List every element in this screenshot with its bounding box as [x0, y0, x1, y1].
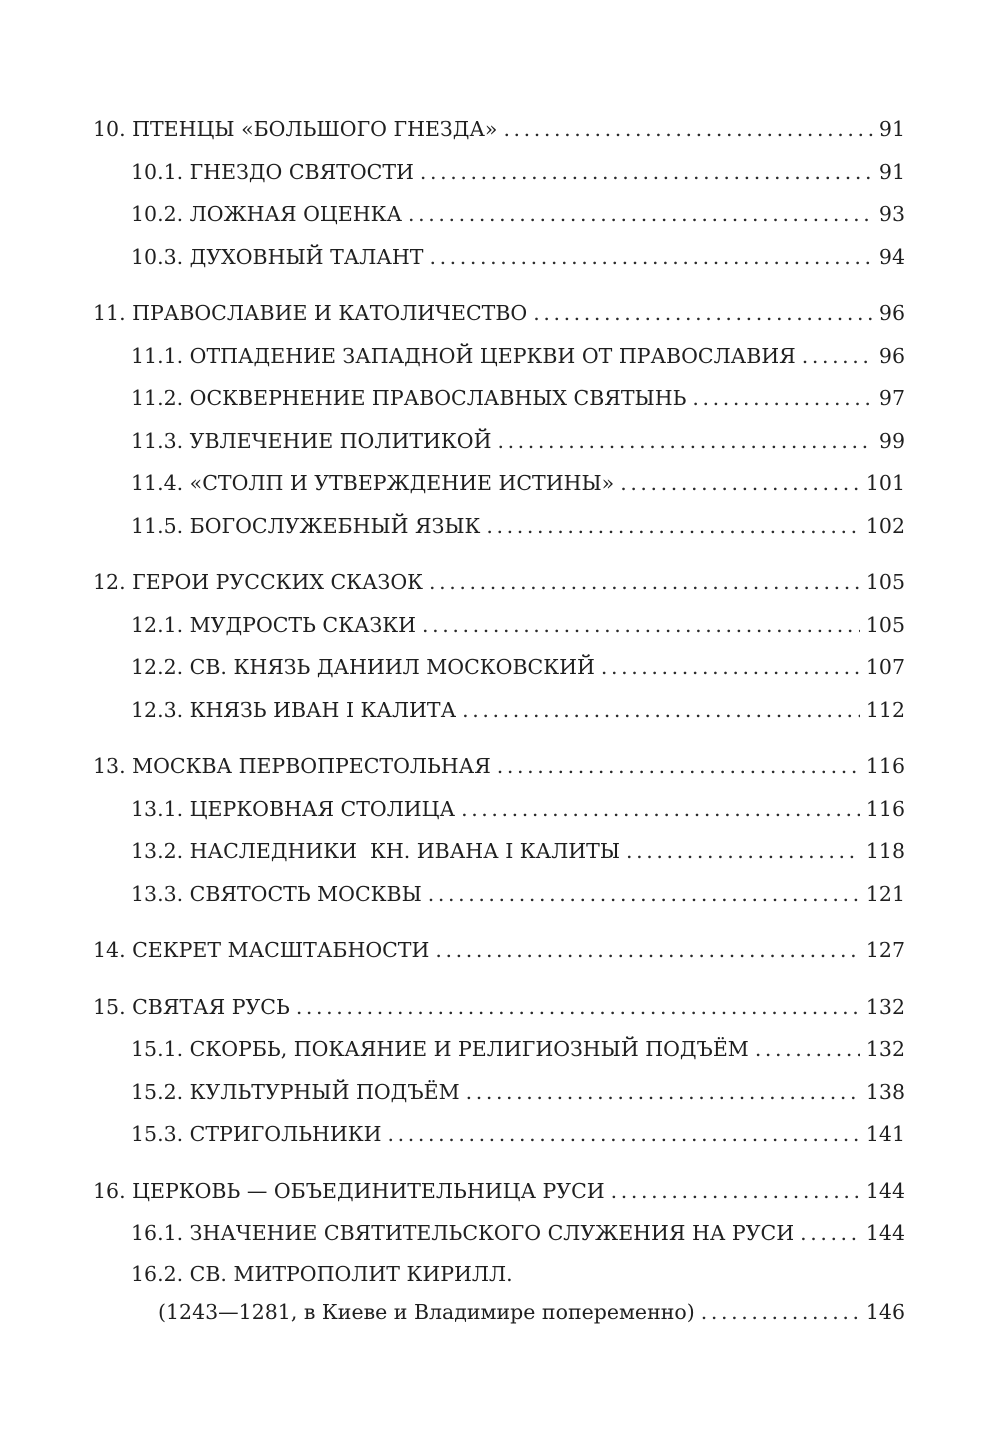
- toc-section-entry[interactable]: [93, 788, 905, 831]
- chapter-title: 13. МОСКВА ПЕРВОПРЕСТОЛЬНАЯ: [93, 754, 491, 778]
- toc-section-entry[interactable]: [93, 236, 905, 279]
- section-title-line2-row: [131, 1293, 905, 1331]
- page-number: 118: [865, 839, 905, 863]
- toc-section-entry[interactable]: [93, 1071, 905, 1114]
- toc-section-entry[interactable]: [93, 1028, 905, 1071]
- toc-section-entry[interactable]: [93, 462, 905, 505]
- section-title: 10.3. ДУХОВНЫЙ ТАЛАНТ: [131, 244, 424, 269]
- toc-section-entry[interactable]: [93, 377, 905, 420]
- page-number: 112: [865, 697, 905, 722]
- chapter-title: 11. ПРАВОСЛАВИЕ И КАТОЛИЧЕСТВО: [93, 301, 528, 325]
- dot-leader: [388, 1113, 860, 1156]
- toc-section-entry[interactable]: [93, 646, 905, 689]
- dot-leader: [422, 604, 860, 647]
- toc-section-entry[interactable]: [93, 604, 905, 647]
- toc-chapter-entry[interactable]: [93, 986, 905, 1029]
- dot-leader: [503, 108, 872, 151]
- toc-chapter-entry[interactable]: [93, 108, 905, 151]
- toc-chapter-entry[interactable]: [93, 745, 905, 788]
- page-number: 144: [865, 1178, 905, 1203]
- toc-chapter-16: [93, 1170, 905, 1331]
- toc-section-entry[interactable]: [93, 193, 905, 236]
- page-number: 94: [878, 244, 905, 269]
- chapter-title: 10. ПТЕНЦЫ «БОЛЬШОГО ГНЕЗДА»: [93, 117, 498, 141]
- dot-leader: [408, 193, 873, 236]
- toc-section-entry[interactable]: [93, 151, 905, 194]
- dot-leader: [462, 689, 860, 732]
- toc-chapter-14: [93, 929, 905, 972]
- toc-chapter-15: [93, 986, 905, 1156]
- page-number: 116: [865, 754, 905, 778]
- dot-leader: [533, 292, 873, 335]
- page-number: 141: [865, 1122, 905, 1146]
- section-title: 11.4. «СТОЛП И УТВЕРЖДЕНИЕ ИСТИНЫ»: [131, 471, 615, 495]
- toc-section-entry[interactable]: [93, 505, 905, 548]
- dot-leader: [620, 462, 860, 505]
- dot-leader: [601, 646, 860, 689]
- toc-chapter-10: [93, 108, 905, 278]
- dot-leader: [466, 1071, 860, 1114]
- section-title: 12.3. КНЯЗЬ ИВАН I КАЛИТА: [131, 697, 457, 722]
- page-number: 102: [865, 513, 905, 538]
- dot-leader: [755, 1028, 860, 1071]
- page-number: 132: [865, 994, 905, 1019]
- page-number: 105: [865, 612, 905, 637]
- page-number: 107: [865, 655, 905, 679]
- toc-section-entry[interactable]: [93, 1212, 905, 1255]
- page-number: 91: [878, 117, 905, 141]
- toc-section-entry[interactable]: [93, 830, 905, 873]
- page-number: 97: [878, 386, 905, 410]
- section-title: 11.3. УВЛЕЧЕНИЕ ПОЛИТИКОЙ: [131, 428, 492, 453]
- page-number: 91: [878, 159, 905, 184]
- chapter-title: 15. СВЯТАЯ РУСЬ: [93, 994, 290, 1019]
- dot-leader: [486, 505, 859, 548]
- dot-leader: [428, 873, 860, 916]
- chapter-title: 14. СЕКРЕТ МАСШТАБНОСТИ: [93, 938, 430, 962]
- section-title: 15.2. КУЛЬТУРНЫЙ ПОДЪЁМ: [131, 1079, 460, 1104]
- page-number: 93: [878, 202, 905, 226]
- page-number: 146: [865, 1299, 905, 1324]
- section-title: 13.1. ЦЕРКОВНАЯ СТОЛИЦА: [131, 796, 456, 821]
- dot-leader: [461, 788, 860, 831]
- section-title: 11.2. ОСКВЕРНЕНИЕ ПРАВОСЛАВНЫХ СВЯТЫНЬ: [131, 386, 687, 410]
- toc-section-entry[interactable]: [93, 689, 905, 732]
- toc-chapter-13: [93, 745, 905, 915]
- toc-section-entry-multiline[interactable]: [93, 1255, 905, 1331]
- page-number: 105: [865, 570, 905, 594]
- section-title: 15.3. СТРИГОЛЬНИКИ: [131, 1122, 382, 1146]
- chapter-title: 12. ГЕРОИ РУССКИХ СКАЗОК: [93, 570, 424, 594]
- page-number: 99: [878, 428, 905, 453]
- dot-leader: [435, 929, 860, 972]
- section-title: 11.1. ОТПАДЕНИЕ ЗАПАДНОЙ ЦЕРКВИ ОТ ПРАВОСЛАВИЯ: [131, 343, 796, 368]
- toc-section-entry[interactable]: [93, 1113, 905, 1156]
- section-title-line2: (1243—1281, в Киеве и Владимире попеременно): [158, 1299, 695, 1324]
- dot-leader: [692, 377, 873, 420]
- dot-leader: [800, 1212, 860, 1255]
- dot-leader: [611, 1170, 860, 1213]
- page-number: 116: [865, 796, 905, 821]
- page-number: 101: [865, 471, 905, 495]
- section-title: 11.5. БОГОСЛУЖЕБНЫЙ ЯЗЫК: [131, 513, 481, 538]
- dot-leader: [497, 420, 872, 463]
- chapter-title: 16. ЦЕРКОВЬ — ОБЪЕДИНИТЕЛЬНИЦА РУСИ: [93, 1178, 605, 1203]
- dot-leader: [626, 830, 860, 873]
- dot-leader: [429, 561, 860, 604]
- section-title: 12.1. МУДРОСТЬ СКАЗКИ: [131, 612, 417, 637]
- toc-chapter-11: [93, 292, 905, 547]
- section-title: 13.2. НАСЛЕДНИКИ КН. ИВАНА I КАЛИТЫ: [131, 839, 621, 863]
- page-number: 121: [865, 881, 905, 906]
- section-title: 15.1. СКОРБЬ, ПОКАЯНИЕ И РЕЛИГИОЗНЫЙ ПОДЪЁМ: [131, 1037, 749, 1061]
- section-title-line1: 16.2. СВ. МИТРОПОЛИТ КИРИЛЛ.: [131, 1261, 513, 1286]
- section-title: 16.1. ЗНАЧЕНИЕ СВЯТИТЕЛЬСКОГО СЛУЖЕНИЯ НА РУСИ: [131, 1221, 795, 1245]
- toc-chapter-12: [93, 561, 905, 731]
- toc-section-entry[interactable]: [93, 420, 905, 463]
- page-number: 96: [878, 301, 905, 325]
- dot-leader: [497, 745, 860, 788]
- page-number: 132: [865, 1037, 905, 1061]
- dot-leader: [802, 335, 873, 378]
- page-number: 127: [865, 938, 905, 962]
- toc-chapter-entry[interactable]: [93, 561, 905, 604]
- section-title: 10.2. ЛОЖНАЯ ОЦЕНКА: [131, 202, 403, 226]
- toc-section-entry[interactable]: [93, 873, 905, 916]
- dot-leader: [420, 151, 873, 194]
- toc-chapter-entry[interactable]: [93, 929, 905, 972]
- table-of-contents: [93, 108, 905, 1345]
- page-number: 144: [865, 1221, 905, 1245]
- toc-chapter-entry[interactable]: [93, 292, 905, 335]
- dot-leader: [429, 236, 872, 279]
- toc-section-entry[interactable]: [93, 335, 905, 378]
- page-number: 138: [865, 1079, 905, 1104]
- dot-leader: [296, 986, 860, 1029]
- dot-leader: [701, 1293, 860, 1331]
- section-title: 10.1. ГНЕЗДО СВЯТОСТИ: [131, 159, 414, 184]
- section-title: 12.2. СВ. КНЯЗЬ ДАНИИЛ МОСКОВСКИЙ: [131, 655, 595, 679]
- toc-chapter-entry[interactable]: [93, 1170, 905, 1213]
- section-title: 13.3. СВЯТОСТЬ МОСКВЫ: [131, 881, 422, 906]
- page-number: 96: [878, 343, 905, 368]
